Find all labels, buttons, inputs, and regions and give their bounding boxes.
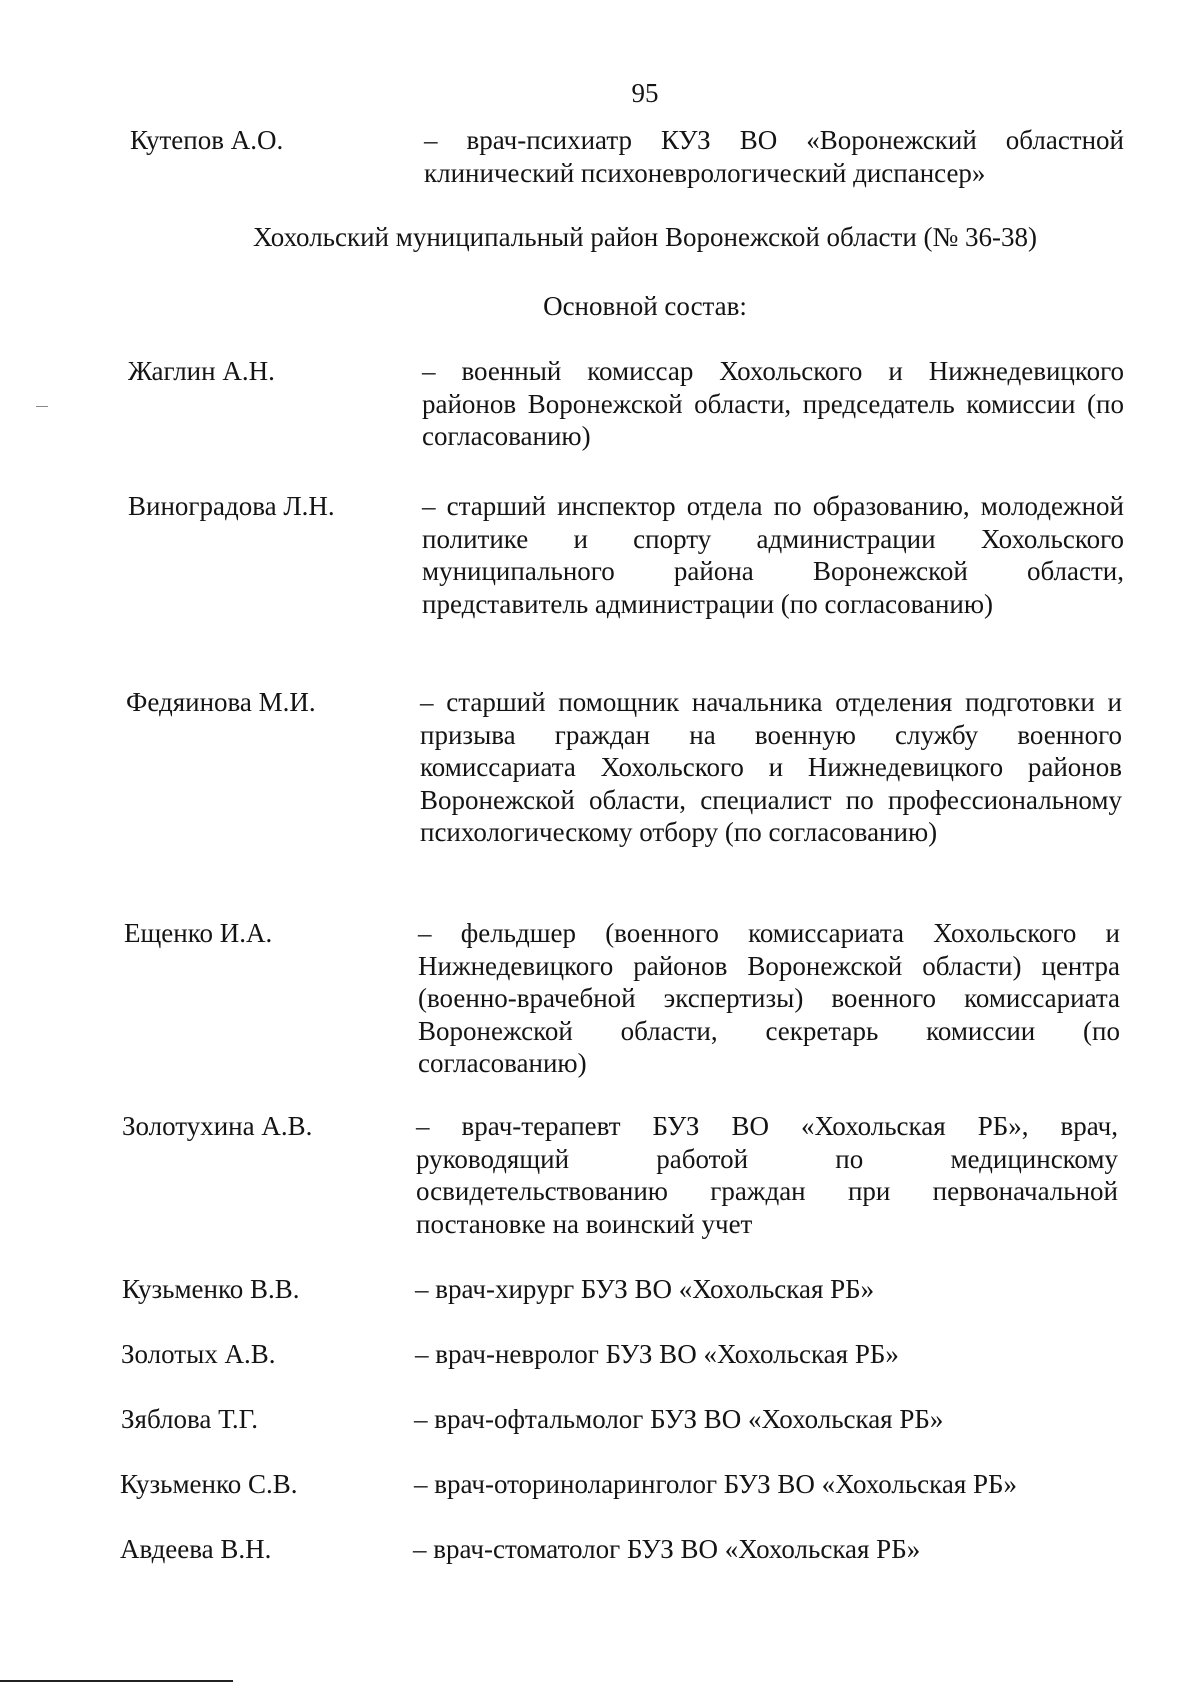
member-name: Кутепов А.О. xyxy=(130,125,284,155)
member-description: – врач-хирург БУЗ ВО «Хохольская РБ» xyxy=(415,1274,875,1304)
member-description: – врач-терапевт БУЗ ВО «Хохольская РБ», врач, руководящий работой по медицинскому освидетельствованию граждан при первоначальной постановке на воинский учет xyxy=(416,1111,1118,1239)
member-name: Золотых А.В. xyxy=(121,1339,276,1369)
member-description: – старший инспектор отдела по образованию, молодежной политике и спорту администрации Хохольского муниципального района Воронежской области, представитель администрации (по согласованию) xyxy=(422,491,1124,619)
member-name: Золотухина А.В. xyxy=(122,1111,313,1141)
member-description: – военный комиссар Хохольского и Нижнедевицкого районов Воронежской области, председатель комиссии (по согласованию) xyxy=(422,356,1124,451)
member-name: Жаглин А.Н. xyxy=(128,356,275,386)
member-description: – врач-оториноларинголог БУЗ ВО «Хохольская РБ» xyxy=(414,1469,1018,1499)
member-name: Ещенко И.А. xyxy=(124,918,273,948)
member-name: Федяинова М.И. xyxy=(126,687,316,717)
member-description: – врач-стоматолог БУЗ ВО «Хохольская РБ» xyxy=(413,1534,921,1564)
section-subtitle: Основной состав: xyxy=(543,291,747,321)
footnote-rule xyxy=(0,1680,233,1682)
member-name: Кузьменко В.В. xyxy=(122,1274,300,1304)
member-description: – фельдшер (военного комиссариата Хохольского и Нижнедевицкого районов Воронежской области) центра (военно-врачебной экспертизы) военного комиссариата Воронежской области, секретарь комиссии (по согласованию) xyxy=(418,918,1120,1078)
member-description: – старший помощник начальника отделения подготовки и призыва граждан на военную службу военного комиссариата Хохольского и Нижнедевицкого районов Воронежской области, специалист по профессиональному психологическому отбору (по согласованию) xyxy=(420,687,1122,847)
member-description: – врач-невролог БУЗ ВО «Хохольская РБ» xyxy=(415,1339,899,1369)
member-description: – врач-офтальмолог БУЗ ВО «Хохольская РБ» xyxy=(414,1404,944,1434)
member-description: – врач-психиатр КУЗ ВО «Воронежский областной клинический психоневрологический диспансер» xyxy=(424,125,1124,188)
margin-mark xyxy=(36,406,48,407)
member-name: Зяблова Т.Г. xyxy=(121,1404,258,1434)
page-number: 95 xyxy=(631,78,659,108)
member-name: Кузьменко С.В. xyxy=(120,1469,298,1499)
member-name: Авдеева В.Н. xyxy=(120,1534,272,1564)
member-name: Виноградова Л.Н. xyxy=(128,491,335,521)
section-title: Хохольский муниципальный район Воронежской области (№ 36-38) xyxy=(252,222,1038,252)
